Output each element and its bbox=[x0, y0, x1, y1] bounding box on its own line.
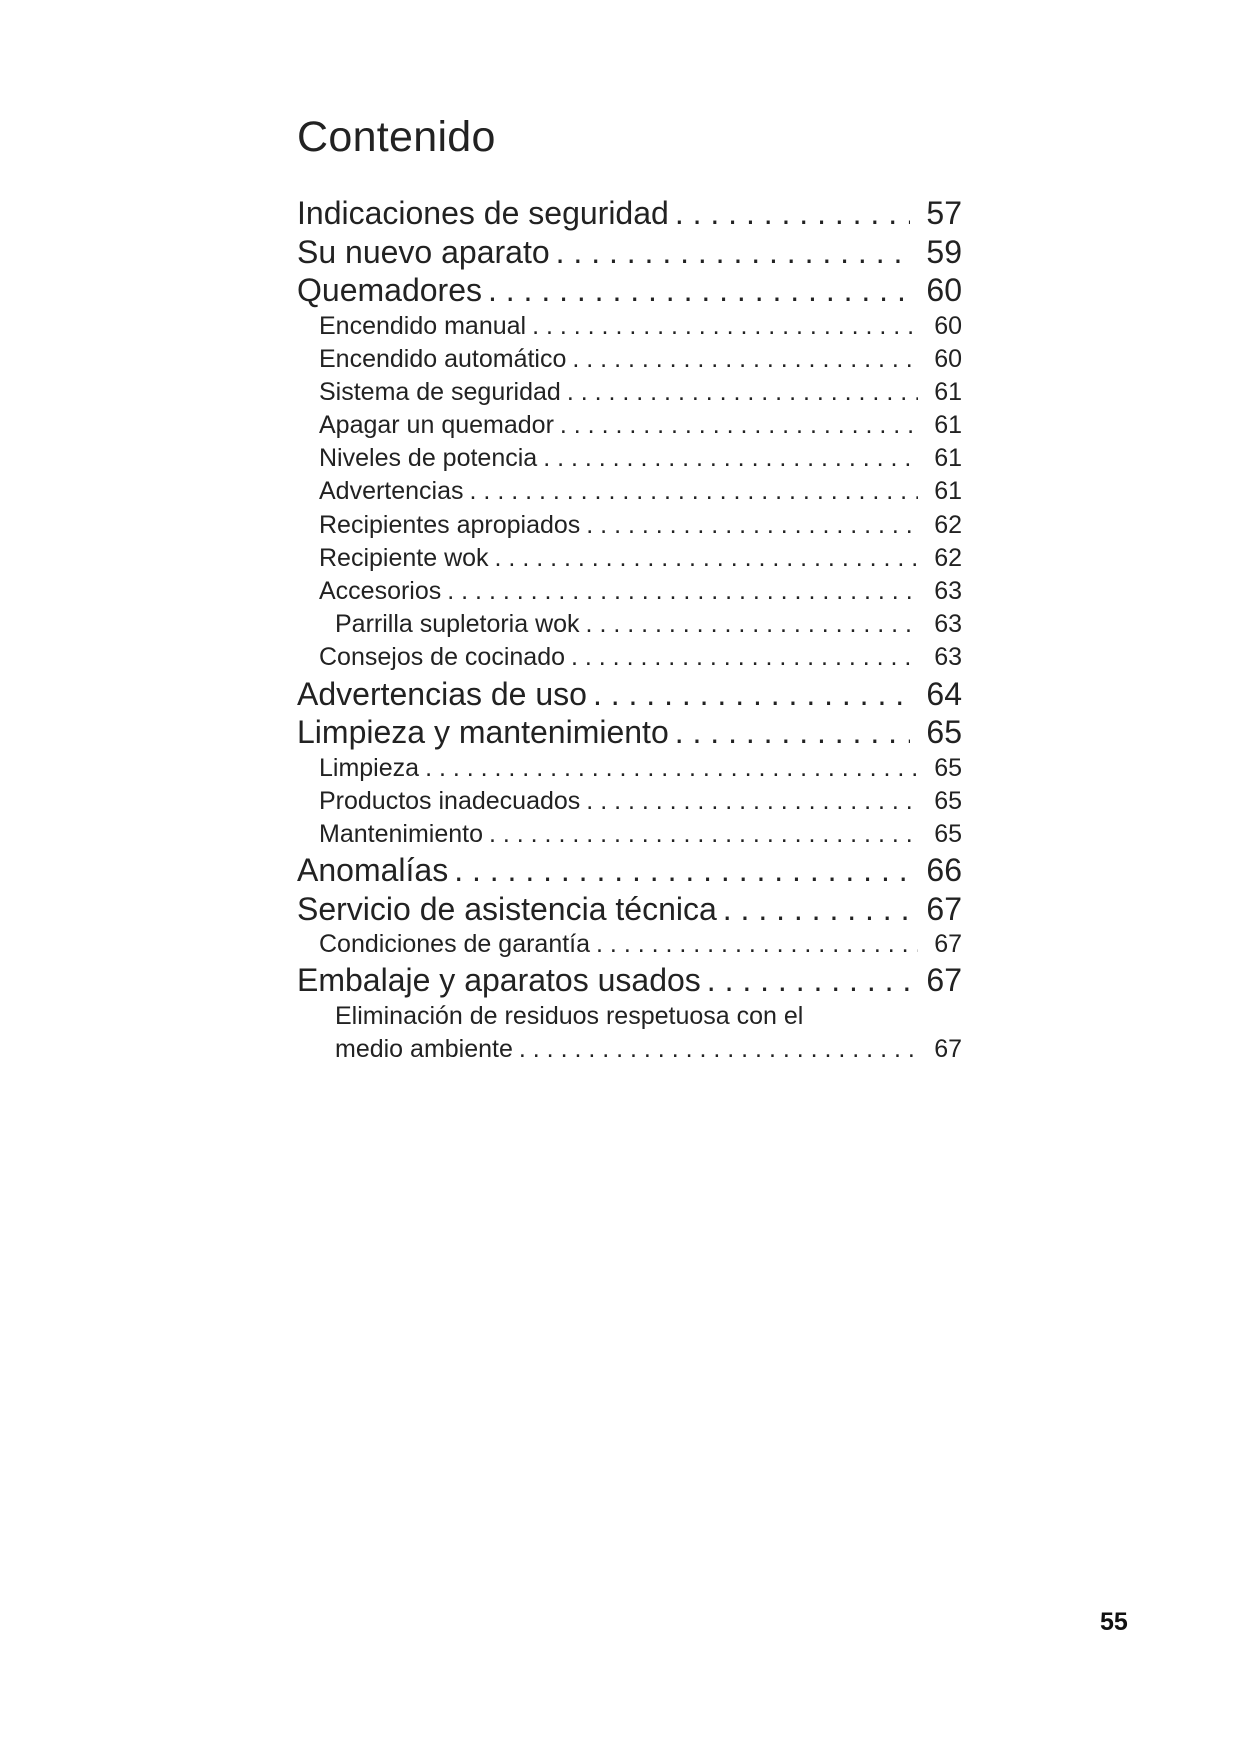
toc-entry-page: 63 bbox=[934, 610, 962, 639]
dot-leader bbox=[519, 1033, 918, 1066]
dot-leader bbox=[489, 818, 918, 851]
dot-leader bbox=[447, 575, 918, 608]
toc-entry-page: 61 bbox=[934, 377, 962, 406]
toc-entry-page: 62 bbox=[934, 543, 962, 572]
dot-leader bbox=[723, 890, 910, 929]
toc-entry-label: Limpieza y mantenimiento bbox=[297, 714, 669, 751]
dot-leader bbox=[571, 641, 918, 674]
toc-subentry[interactable] bbox=[297, 818, 962, 851]
toc-entry-page: 63 bbox=[934, 577, 962, 605]
toc-entry-label: Niveles de potencia bbox=[319, 444, 538, 473]
toc-subentry[interactable] bbox=[297, 542, 962, 575]
toc-subentry[interactable] bbox=[297, 442, 962, 475]
toc-entry-page: 67 bbox=[926, 962, 962, 999]
toc-entry[interactable] bbox=[297, 675, 962, 714]
toc-entry[interactable] bbox=[297, 851, 962, 890]
toc-entry-page: 61 bbox=[934, 444, 962, 473]
toc-entry-page: 67 bbox=[934, 930, 962, 959]
toc-entry-page: 62 bbox=[934, 510, 962, 539]
toc-entry-page: 61 bbox=[934, 411, 962, 440]
toc-entry-label: Quemadores bbox=[297, 272, 482, 308]
toc-entry-label: Encendido automático bbox=[319, 344, 567, 373]
toc-subentry[interactable] bbox=[297, 509, 962, 542]
toc-entry-page: 65 bbox=[926, 714, 962, 751]
toc-entry[interactable] bbox=[297, 713, 962, 752]
toc-entry-page: 61 bbox=[934, 477, 962, 506]
toc-entry[interactable] bbox=[297, 233, 962, 272]
toc-entry[interactable] bbox=[297, 890, 962, 929]
toc-entry-label-continuation: medio ambiente bbox=[335, 1034, 513, 1063]
toc-entry-label: Parrilla supletoria wok bbox=[335, 610, 580, 639]
toc-entry-page: 67 bbox=[934, 1034, 962, 1063]
toc-entry-label: Advertencias bbox=[319, 477, 464, 506]
toc-entry-page: 67 bbox=[926, 890, 962, 927]
toc-subentry[interactable] bbox=[297, 310, 962, 343]
toc-subentry[interactable] bbox=[297, 928, 962, 961]
dot-leader bbox=[596, 928, 918, 961]
toc-entry-label: Consejos de cocinado bbox=[319, 643, 565, 672]
dot-leader bbox=[556, 233, 910, 272]
toc-entry-label: Mantenimiento bbox=[319, 819, 483, 848]
table-of-contents bbox=[297, 194, 962, 1066]
dot-leader bbox=[532, 310, 918, 343]
toc-entry-label: Su nuevo aparato bbox=[297, 233, 550, 270]
toc-entry-page: 60 bbox=[934, 311, 962, 340]
toc-entry-page: 65 bbox=[934, 753, 962, 782]
toc-entry[interactable] bbox=[297, 271, 962, 310]
dot-leader bbox=[488, 271, 910, 310]
toc-entry-page: 60 bbox=[934, 344, 962, 373]
dot-leader bbox=[572, 343, 918, 376]
page-number: 55 bbox=[1100, 1608, 1128, 1636]
toc-entry-label: Embalaje y aparatos usados bbox=[297, 962, 701, 999]
toc-entry-page: 63 bbox=[934, 643, 962, 672]
toc-entry-page: 57 bbox=[926, 195, 962, 231]
dot-leader bbox=[586, 785, 918, 818]
dot-leader bbox=[560, 409, 918, 442]
toc-subentry[interactable] bbox=[297, 752, 962, 785]
toc-entry-page: 59 bbox=[926, 233, 962, 270]
dot-leader bbox=[586, 509, 918, 542]
toc-subsubentry[interactable] bbox=[297, 608, 962, 641]
toc-entry-page: 65 bbox=[934, 786, 962, 815]
toc-subentry[interactable] bbox=[297, 343, 962, 376]
toc-entry-label: Condiciones de garantía bbox=[319, 930, 591, 959]
toc-entry-label: Servicio de asistencia técnica bbox=[297, 890, 717, 927]
dot-leader bbox=[425, 752, 918, 785]
page-title: Contenido bbox=[297, 113, 496, 161]
toc-entry-page: 60 bbox=[926, 272, 962, 308]
toc-subentry[interactable] bbox=[297, 575, 962, 608]
toc-entry-label: Advertencias de uso bbox=[297, 675, 587, 712]
toc-entry-page: 64 bbox=[926, 675, 962, 712]
toc-entry-label: Sistema de seguridad bbox=[319, 377, 561, 406]
dot-leader bbox=[567, 376, 918, 409]
toc-entry[interactable] bbox=[297, 961, 962, 1000]
toc-entry-page: 65 bbox=[934, 819, 962, 848]
toc-subsubentry[interactable] bbox=[297, 1033, 962, 1066]
toc-subentry[interactable] bbox=[297, 641, 962, 674]
toc-subentry[interactable] bbox=[297, 409, 962, 442]
dot-leader bbox=[593, 675, 910, 714]
toc-entry-label: Indicaciones de seguridad bbox=[297, 195, 669, 231]
dot-leader bbox=[586, 608, 918, 641]
dot-leader bbox=[675, 713, 910, 752]
dot-leader bbox=[543, 442, 918, 475]
toc-entry-label: Limpieza bbox=[319, 753, 420, 782]
dot-leader bbox=[675, 194, 910, 233]
toc-subentry[interactable] bbox=[297, 376, 962, 409]
dot-leader bbox=[495, 542, 918, 575]
toc-subentry[interactable] bbox=[297, 475, 962, 508]
toc-entry-label: Recipientes apropiados bbox=[319, 510, 581, 539]
toc-entry-label: Accesorios bbox=[319, 577, 442, 605]
dot-leader bbox=[454, 851, 910, 890]
toc-entry-page: 66 bbox=[926, 852, 962, 889]
toc-subentry[interactable] bbox=[297, 785, 962, 818]
toc-entry-label: Productos inadecuados bbox=[319, 786, 581, 815]
toc-entry[interactable] bbox=[297, 194, 962, 233]
dot-leader bbox=[470, 475, 918, 508]
toc-entry-label: Anomalías bbox=[297, 852, 449, 889]
toc-entry-label: Encendido manual bbox=[319, 311, 527, 340]
toc-entry-label: Recipiente wok bbox=[319, 543, 489, 572]
dot-leader bbox=[707, 961, 910, 1000]
toc-entry-label: Apagar un quemador bbox=[319, 411, 554, 440]
toc-entry-label-first-line[interactable]: Eliminación de residuos respetuosa con el bbox=[335, 1001, 804, 1030]
